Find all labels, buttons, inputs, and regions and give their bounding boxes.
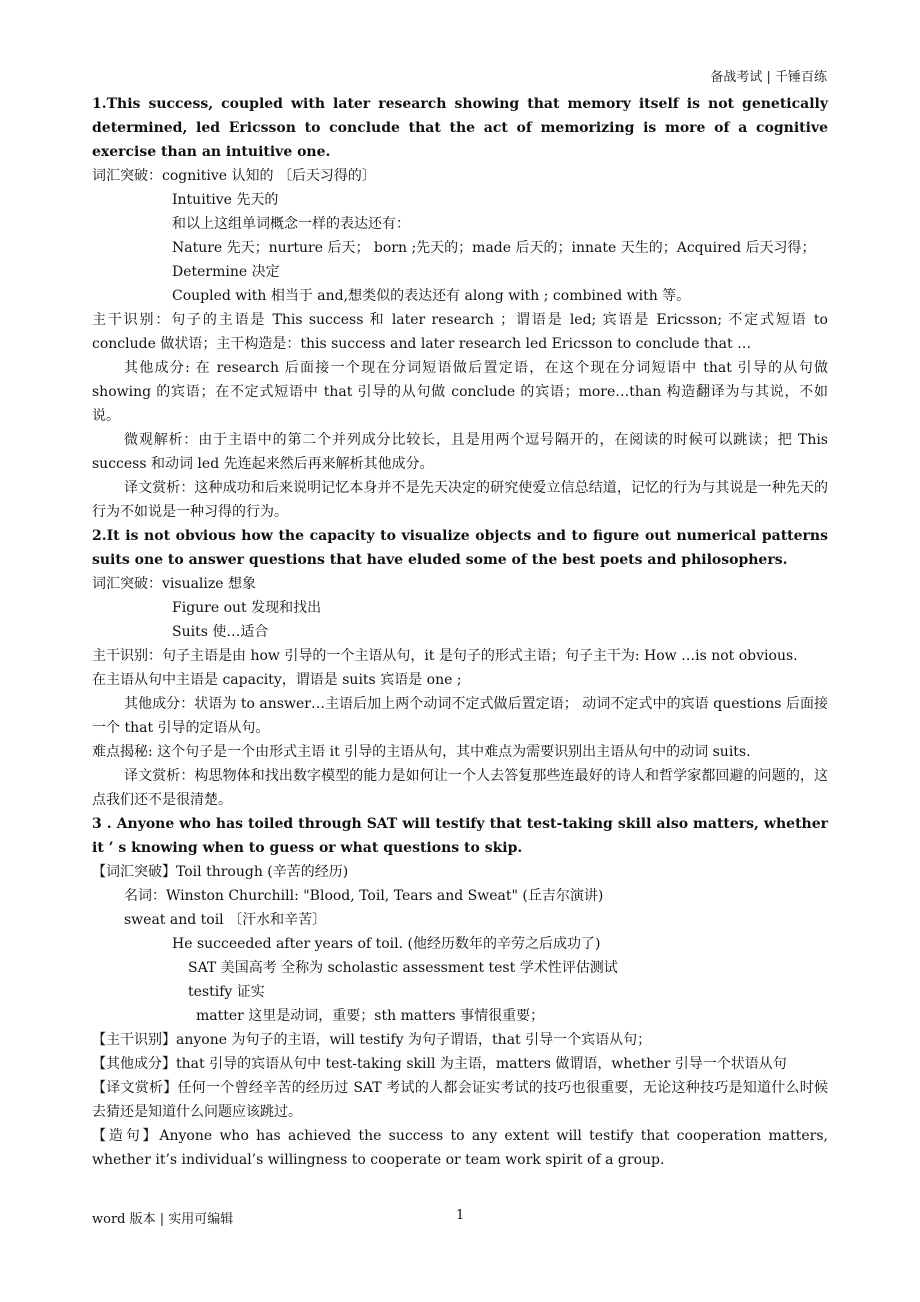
vocab-item: He succeeded after years of toil. (他经历数年的辛劳之后成功了) <box>172 936 601 952</box>
vocab-item: Determine 决定 <box>172 264 280 280</box>
vocab-item: SAT 美国高考 全称为 scholastic assessment test 学术性评估测试 <box>188 960 618 976</box>
vocab-item: Figure out 发现和找出 <box>172 600 322 616</box>
analysis-paragraph: 主干识别：句子的主语是 This success 和 later research ；谓语是 led; 宾语是 Ericsson; 不定式短语 to conclude 做状语；主干构造是：this success and later research led Ericsson to conclude that … <box>92 312 828 352</box>
analysis-paragraph: 【主干识别】anyone 为句子的主语，will testify 为句子谓语，that 引导一个宾语从句； <box>92 1032 652 1048</box>
vocab-item: Intuitive 先天的 <box>172 192 279 208</box>
vocab-heading: 【词汇突破】Toil through (辛苦的经历) <box>92 864 349 880</box>
sentence-2-heading: 2.It is not obvious how the capacity to visualize objects and to figure out numerical patterns suits one to answer questions that have eluded some of the best poets and philosophers. <box>92 528 828 568</box>
vocab-item: Suits 使…适合 <box>172 624 269 640</box>
sentence-3-heading: 3 . Anyone who has toiled through SAT will testify that test-taking skill also matters, whether it ’ s knowing when to guess or what questions to skip. <box>92 816 828 856</box>
page-footer: word 版本 | 实用可编辑 <box>92 1212 234 1227</box>
translation-paragraph: 译文赏析：构思物体和找出数字模型的能力是如何让一个人去答复那些连最好的诗人和哲学家都回避的问题的，这点我们还不是很清楚。 <box>92 768 828 808</box>
document-body <box>92 92 828 1172</box>
analysis-paragraph: 难点揭秘: 这个句子是一个由形式主语 it 引导的主语从句，其中难点为需要识别出主语从句中的动词 suits. <box>92 744 751 760</box>
analysis-paragraph: 【其他成分】that 引导的宾语从句中 test-taking skill 为主语，matters 做谓语，whether 引导一个状语从句 <box>92 1056 787 1072</box>
analysis-paragraph: 其他成分：状语为 to answer…主语后加上两个动词不定式做后置定语； 动词不定式中的宾语 questions 后面接一个 that 引导的定语从句。 <box>92 696 828 736</box>
vocab-item: matter 这里是动词，重要；sth matters 事情很重要； <box>196 1008 545 1024</box>
analysis-paragraph: 在主语从句中主语是 capacity，谓语是 suits 宾语是 one ; <box>92 672 462 688</box>
analysis-paragraph: 主干识别：句子主语是由 how 引导的一个主语从句，it 是句子的形式主语；句子主干为: How …is not obvious. <box>92 648 798 664</box>
page-number: 1 <box>456 1208 465 1223</box>
vocab-heading: 词汇突破：visualize 想象 <box>92 576 257 592</box>
vocab-item: 名词：Winston Churchill: "Blood, Toil, Tears and Sweat" (丘吉尔演讲) <box>124 888 604 904</box>
analysis-paragraph: 微观解析：由于主语中的第二个并列成分比较长，且是用两个逗号隔开的，在阅读的时候可以跳读；把 This success 和动词 led 先连起来然后再来解析其他成分。 <box>92 432 828 472</box>
translation-paragraph: 【译文赏析】任何一个曾经辛苦的经历过 SAT 考试的人都会证实考试的技巧也很重要，无论这种技巧是知道什么时候去猜还是知道什么问题应该跳过。 <box>92 1080 828 1120</box>
vocab-heading: 词汇突破：cognitive 认知的 〔后天习得的〕 <box>92 168 376 184</box>
sentence-1-heading: 1.This success, coupled with later research showing that memory itself is not genetically determined, led Ericsson to conclude that the act of memorizing is more of a cognitive exercise than an intuitive one. <box>92 96 828 160</box>
vocab-item: sweat and toil 〔汗水和辛苦〕 <box>124 912 327 928</box>
vocab-item: Coupled with 相当于 and,想类似的表达还有 along with ; combined with 等。 <box>172 288 691 304</box>
translation-paragraph: 译文赏析：这种成功和后来说明记忆本身并不是先天决定的研究使爱立信总结道，记忆的行为与其说是一种先天的行为不如说是一种习得的行为。 <box>92 480 828 520</box>
vocab-item: Nature 先天；nurture 后天； born ;先天的；made 后天的；innate 天生的；Acquired 后天习得； <box>172 240 816 256</box>
page-header: 备战考试 | 千锤百练 <box>710 70 827 85</box>
example-sentence: 【造句】Anyone who has achieved the success to any extent will testify that cooperation matters, whether it’s individual’s willingness to cooperate or team work spirit of a group. <box>92 1128 828 1168</box>
vocab-item: 和以上这组单词概念一样的表达还有： <box>172 216 410 232</box>
vocab-item: testify 证实 <box>188 984 265 1000</box>
analysis-paragraph: 其他成分: 在 research 后面接一个现在分词短语做后置定语，在这个现在分词短语中 that 引导的从句做 showing 的宾语；在不定式短语中 that 引导的从句做 conclude 的宾语；more…than 构造翻译为与其说，不如说。 <box>92 360 828 424</box>
